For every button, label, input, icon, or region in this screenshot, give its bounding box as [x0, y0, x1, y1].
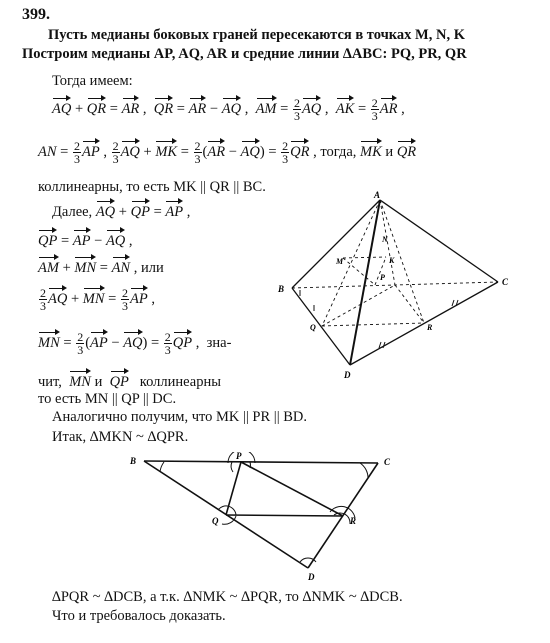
conclusion-line: ∆PQR ~ ∆DCB, а т.к. ∆NMK ~ ∆PQR, то ∆NMK ~ ∆DCB.	[52, 589, 403, 605]
qp-line: QP = AP − AQ ,	[38, 229, 133, 250]
intro-line-2: Построим медианы AP, AQ, AR и средние линии ∆ABC: PQ, PR, QR	[22, 46, 467, 62]
further-line: Далее, AQ + QP = AP ,	[52, 200, 190, 221]
then-we-have: Тогда имеем:	[52, 73, 133, 89]
hence-line: Итак, ∆MKN ~ ∆QPR.	[52, 429, 189, 445]
pyramid-label-a: A	[374, 190, 381, 200]
equation-line-1: AQ + QR = AR , QR = AR − AQ , AM = $\frac{2}{3}$ AQ , AK = $\frac{2}{3}$ AR ,	[52, 96, 405, 124]
am-mn-line: AM + MN = AN , или	[38, 256, 164, 277]
pyramid-label-c: C	[502, 277, 509, 287]
triangle-label-b: B	[130, 456, 137, 466]
pyramid-label-n: N	[382, 235, 388, 244]
znachit-line: чит, MN и QP коллинеарны	[38, 370, 221, 391]
pyramid-label-m: M	[336, 257, 344, 266]
pyramid-label-r: R	[427, 323, 433, 332]
pyramid-label-b: B	[278, 284, 285, 294]
triangle-label-p: P	[236, 452, 242, 461]
final-line: Что и требовалось доказать.	[52, 608, 226, 624]
that-is-mn: то есть MN || QP || DC.	[38, 391, 177, 407]
word-then: тогда,	[320, 144, 357, 160]
triangle-figure	[120, 452, 420, 582]
frac-line: $\frac{2}{3}$ AQ + MN = $\frac{2}{3}$ AP ,	[40, 286, 155, 314]
triangle-label-r: R	[350, 516, 357, 526]
mn-line: MN = $\frac{2}{3}$ (AP − AQ) = $\frac{2}{3}$ QP , зна-	[38, 330, 232, 358]
triangle-label-c: C	[384, 457, 391, 467]
pyramid-label-q: Q	[310, 323, 316, 332]
pyramid-label-d: D	[344, 370, 351, 380]
triangle-label-d: D	[308, 572, 315, 582]
pyramid-label-p: P	[380, 273, 385, 282]
equation-line-2: AN = $\frac{2}{3}$ AP , $\frac{2}{3}$ AQ + MK = $\frac{2}{3}$ (AR − AQ) = $\frac{2}{3}$ QR , тогда, MK и QR	[38, 139, 417, 167]
intro-line-1: Пусть медианы боковых граней пересекаются в точках M, N, K	[48, 27, 465, 43]
collinear-line: коллинеарны, то есть MK || QR || BC.	[38, 179, 266, 195]
similarly-line: Аналогично получим, что MK || PR || BD.	[52, 409, 307, 425]
pyramid-label-k: K	[389, 256, 395, 265]
triangle-label-q: Q	[212, 516, 219, 526]
pyramid-figure	[270, 190, 530, 390]
word-and: и	[385, 144, 394, 160]
problem-number: 399.	[22, 6, 50, 23]
